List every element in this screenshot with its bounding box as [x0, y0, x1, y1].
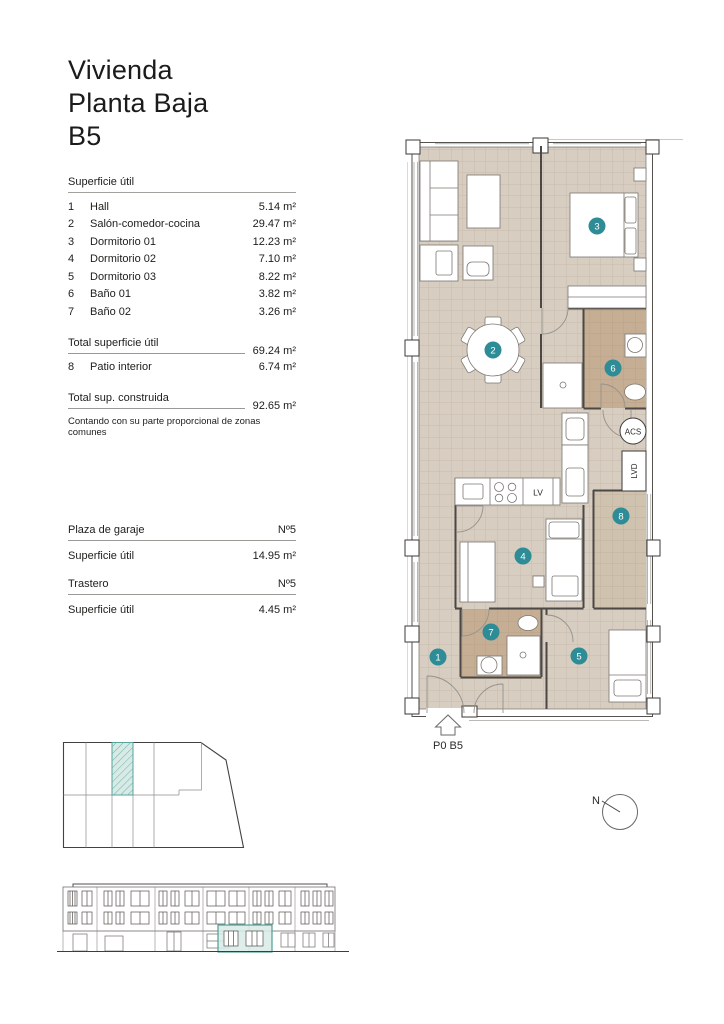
building-elevation	[57, 874, 349, 958]
garage-number: Nº5	[277, 524, 296, 536]
table-row	[68, 268, 296, 286]
row-value: 8.22 m²	[258, 270, 296, 283]
row-label: Baño 02	[90, 305, 131, 318]
row-number: 5	[68, 270, 75, 283]
garage-block	[68, 524, 296, 562]
row-label: Salón-comedor-cocina	[90, 218, 201, 231]
row-value: 29.47 m²	[252, 218, 296, 231]
floor-unit-label: P0 B5	[433, 740, 463, 752]
dishwasher-label: LV	[533, 487, 543, 498]
title-line-1: Vivienda	[68, 55, 173, 85]
north-compass	[583, 780, 658, 846]
floor-plan	[405, 138, 683, 753]
shower	[543, 363, 582, 408]
surface-table	[68, 176, 296, 438]
north-label: N	[592, 795, 600, 807]
row-value: 7.10 m²	[258, 253, 296, 266]
lvd-label: LVD	[630, 463, 639, 479]
room-badge-label: 2	[490, 345, 496, 357]
table-row	[68, 233, 296, 251]
page-title	[68, 54, 208, 153]
table-row	[68, 251, 296, 269]
row-label: Dormitorio 01	[90, 235, 157, 248]
room-badge-label: 4	[520, 551, 526, 563]
total-useful-label: Total superficie útil	[68, 337, 245, 354]
room-badge-label: 1	[435, 652, 441, 664]
row-label: Patio interior	[90, 361, 152, 374]
room-badge-label: 8	[618, 511, 624, 523]
row-label: Dormitorio 02	[90, 253, 157, 266]
row-number: 2	[68, 218, 75, 231]
entry-arrow-icon	[436, 715, 461, 735]
common-zones-note: Contando con su parte proporcional de zonas comunes	[68, 416, 261, 438]
nightstand	[634, 258, 646, 271]
site-key-plan	[62, 740, 247, 852]
garage-header-row	[68, 524, 296, 541]
row-number: 8	[68, 361, 75, 374]
side-table	[467, 175, 500, 228]
garage-area-label: Superficie útil	[68, 550, 135, 562]
garage-area-value: 14.95 m²	[252, 550, 296, 562]
table-row	[68, 303, 296, 321]
title-line-2: Planta Baja	[68, 88, 209, 118]
row-number: 1	[68, 200, 75, 213]
north-needle	[602, 801, 620, 812]
unit-hatch	[112, 743, 133, 796]
storage-area-label: Superficie útil	[68, 604, 135, 616]
total-useful-value: 69.24 m²	[252, 344, 296, 357]
table-row	[68, 286, 296, 304]
table-row	[68, 198, 296, 216]
row-value: 3.26 m²	[258, 305, 296, 318]
garage-area-row	[68, 550, 296, 562]
row-number: 7	[68, 305, 75, 318]
row-value: 12.23 m²	[252, 235, 296, 248]
room-badge-label: 5	[576, 651, 582, 663]
sofa	[420, 161, 458, 241]
acs-label: ACS	[624, 427, 642, 437]
surface-rows	[68, 198, 296, 321]
row-value: 3.82 m²	[258, 288, 296, 301]
storage-area-value: 4.45 m²	[258, 604, 296, 616]
row-label: Baño 01	[90, 288, 131, 301]
room-badge-label: 7	[488, 627, 494, 639]
row-value: 6.74 m²	[258, 361, 296, 374]
garage-header: Plaza de garaje	[68, 524, 145, 536]
room-badge-label: 6	[610, 363, 616, 375]
total-built-row	[68, 392, 296, 412]
patio-row	[68, 359, 296, 377]
storage-number: Nº5	[277, 578, 296, 590]
row-number: 6	[68, 288, 75, 301]
total-useful-row	[68, 336, 296, 357]
storage-area-row	[68, 604, 296, 616]
surface-table-header: Superficie útil	[68, 176, 296, 193]
entry-opening	[426, 708, 465, 717]
annex-table	[68, 524, 296, 616]
row-number: 3	[68, 235, 75, 248]
toilet	[518, 616, 538, 631]
row-label: Hall	[90, 200, 109, 213]
storage-block	[68, 578, 296, 616]
shower	[507, 636, 540, 675]
nightstand	[634, 168, 646, 181]
row-label: Dormitorio 03	[90, 270, 157, 283]
total-built-label: Total sup. construida	[68, 392, 245, 409]
toilet	[625, 384, 646, 400]
title-line-3: B5	[68, 121, 102, 151]
total-built-value: 92.65 m²	[252, 400, 296, 412]
storage-header: Trastero	[68, 578, 109, 590]
room-badge-label: 3	[594, 221, 600, 233]
row-value: 5.14 m²	[258, 200, 296, 213]
kitchen-sink	[463, 484, 483, 499]
table-row	[68, 216, 296, 234]
storage-header-row	[68, 578, 296, 595]
wardrobe	[460, 542, 495, 602]
row-number: 4	[68, 253, 75, 266]
